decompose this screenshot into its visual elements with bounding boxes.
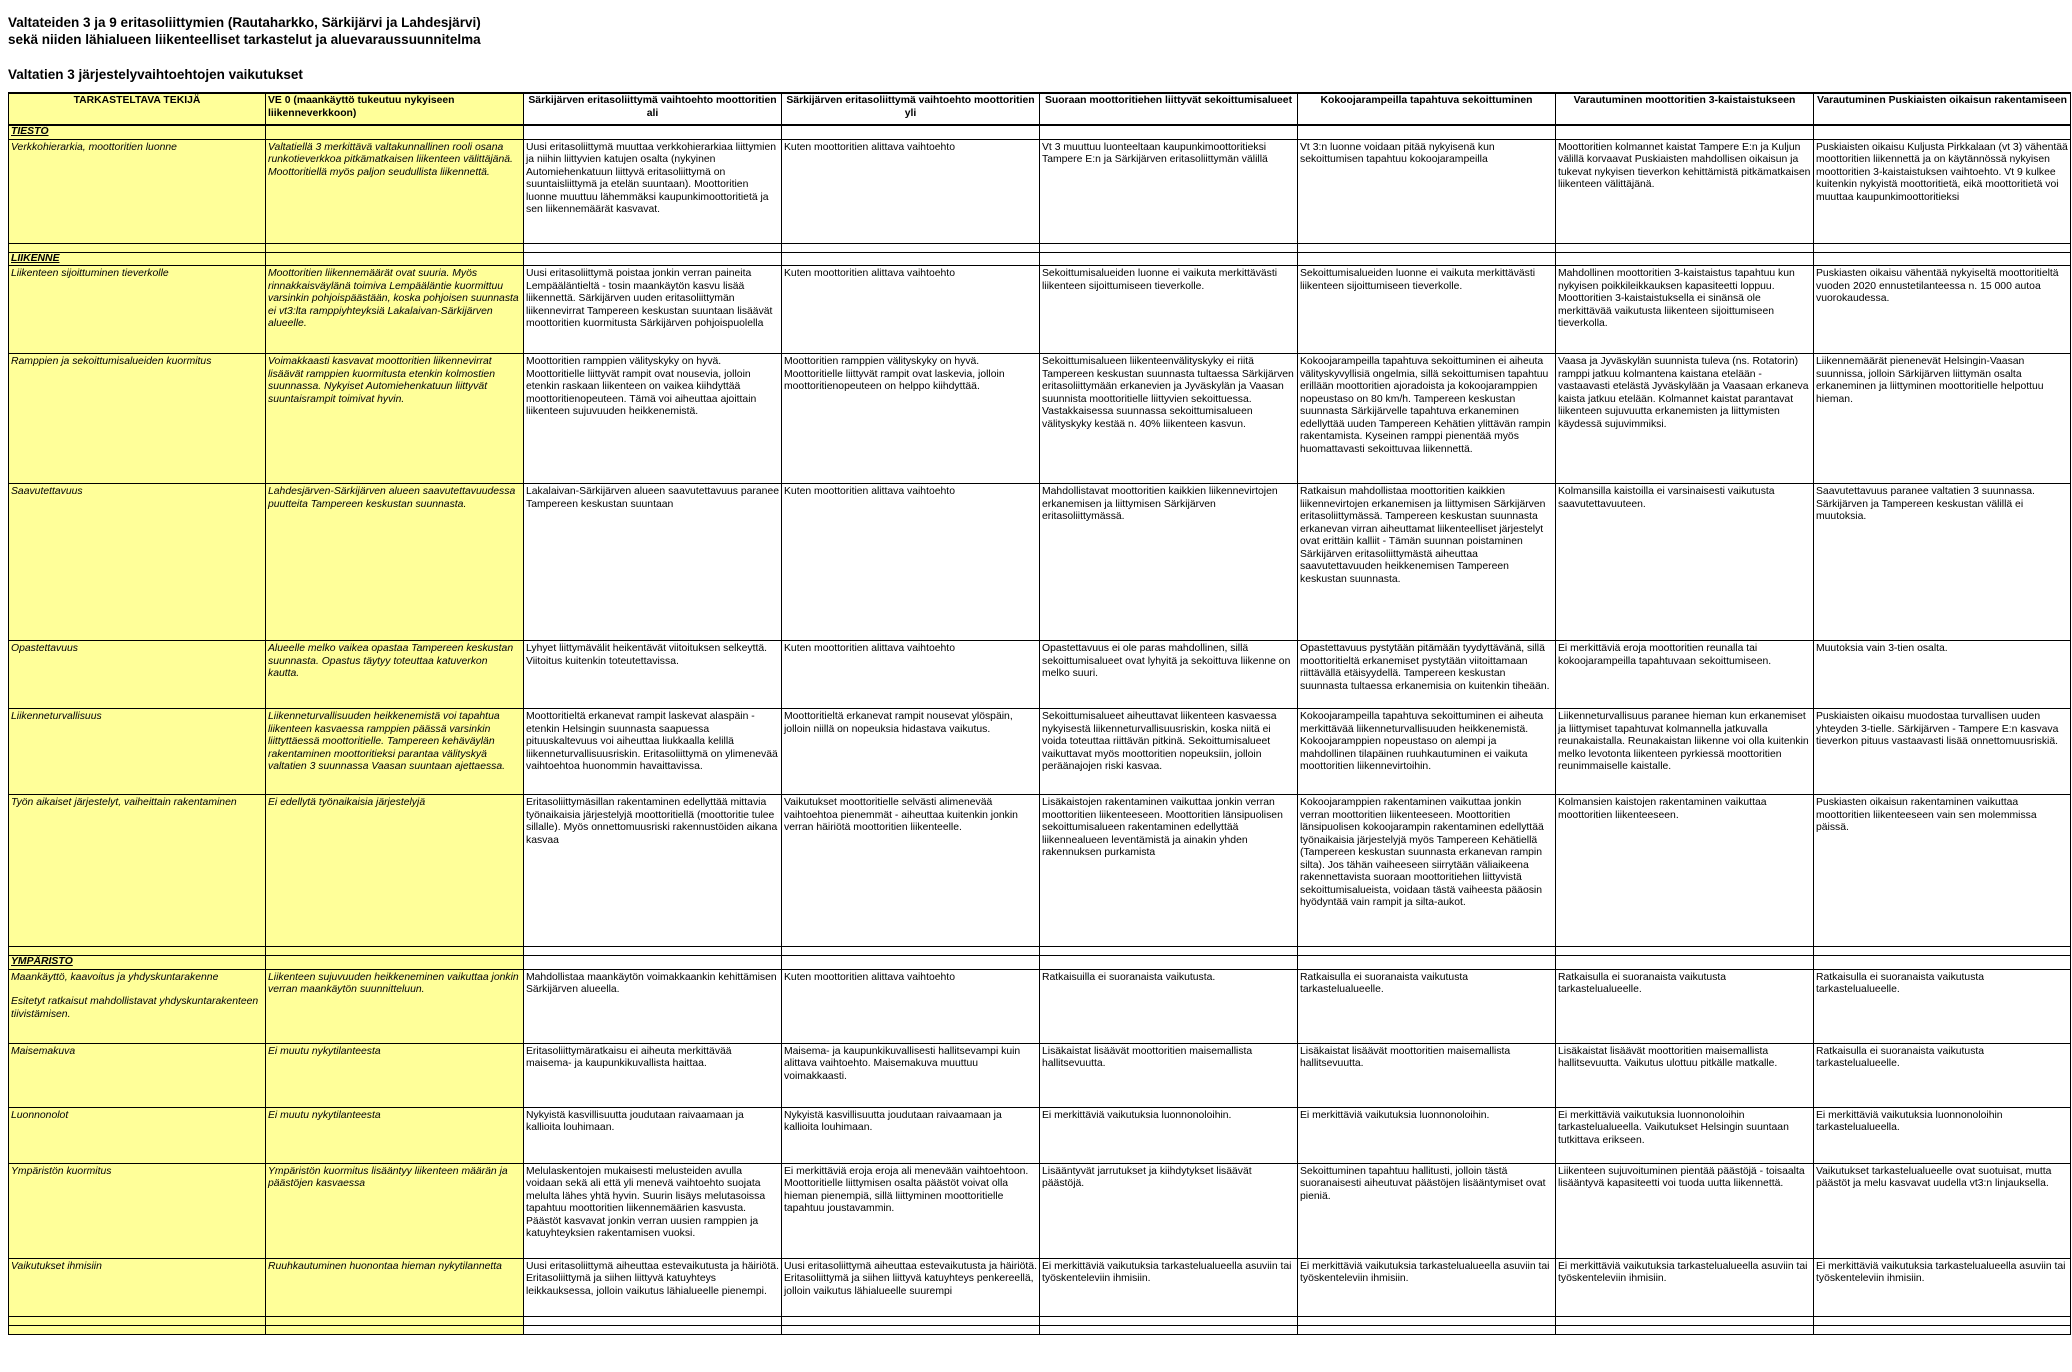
- table-cell: Ei merkittäviä eroja moottoritien reunalla tai kokoojarampeilla tapahtuvaan sekoittumiseen.: [1556, 641, 1814, 709]
- table-row: [9, 266, 2071, 354]
- table-cell: Kuten moottoritien alittava vaihtoehto: [782, 266, 1040, 354]
- table-cell: Voimakkaasti kasvavat moottoritien liikennevirrat lisäävät ramppien kuormitusta etenkin kolmostien suunnassa. Nykyiset Automiehenkatuun liittyvät suuntaisrampit toimivat hyvin.: [266, 354, 524, 484]
- table-row: [9, 354, 2071, 484]
- row-factor: Luonnonolot: [9, 1107, 266, 1163]
- table-row: [9, 1258, 2071, 1316]
- row-factor-note: Esitetyt ratkaisut mahdollistavat yhdyskuntarakenteen tiivistämisen.: [11, 996, 259, 1020]
- table-cell: Lisäkaistat lisäävät moottoritien maisemallista hallitsevuutta. Vaikutus ulottuu pitkälle matkalle.: [1556, 1043, 1814, 1107]
- row-factor: Maankäyttö, kaavoitus ja yhdyskuntarakenne: [11, 971, 219, 983]
- table-row: [9, 641, 2071, 709]
- table-row: [9, 1043, 2071, 1107]
- table-cell: Ympäristön kuormitus lisääntyy liikenteen määrän ja päästöjen kasvaessa: [266, 1163, 524, 1258]
- table-cell: Moottoritieltä erkanevat rampit nousevat ylöspäin, jolloin niillä on nopeuksia hidastava vaikutus.: [782, 709, 1040, 795]
- table-cell: Opastettavuus ei ole paras mahdollinen, sillä sekoittumisalueet ovat lyhyitä ja sekoittuva liikenne on melko suuri.: [1040, 641, 1298, 709]
- document-header: [8, 14, 481, 83]
- table-cell: Kuten moottoritien alittava vaihtoehto: [782, 139, 1040, 243]
- table-cell: Kuten moottoritien alittava vaihtoehto: [782, 484, 1040, 641]
- table-cell: Vt 3:n luonne voidaan pitää nykyisenä kun sekoittumisen tapahtuu kokoojarampeilla: [1298, 139, 1556, 243]
- table-cell: Ei merkittäviä vaikutuksia luonnonoloihin.: [1298, 1107, 1556, 1163]
- table-cell: Ratkaisulla ei suoranaista vaikutusta tarkastelualueelle.: [1298, 969, 1556, 1043]
- table-cell: Vaikutukset tarkastelualueelle ovat suotuisat, mutta päästöt ja melu kasvavat uudella vt3:n linjauksella.: [1814, 1163, 2071, 1258]
- table-cell: Uusi eritasoliittymä aiheuttaa estevaikutusta ja häiriötä. Eritasoliittymä ja siihen liittyvä katuyhteys leikkauksessa, jolloin vaikutus lähialueelle pienempi.: [524, 1258, 782, 1316]
- document-subtitle: Valtatien 3 järjestelyvaihtoehtojen vaikutukset: [8, 67, 303, 82]
- row-factor: Vaikutukset ihmisiin: [9, 1258, 266, 1316]
- table-cell: Lisäkaistojen rakentaminen vaikuttaa jonkin verran moottoritien liikenteeseen. Moottoritien länsipuolisen sekoittumisalueen rakentaminen edellyttää liikennealueen leventämistä ja ainakin yhden rakennuksen purkamista: [1040, 795, 1298, 947]
- table-row: [9, 484, 2071, 641]
- section-label-tiesto: TIESTÖ: [11, 126, 49, 137]
- table-cell: Moottoritien ramppien välityskyky on hyvä. Moottoritielle liittyvät rampit ovat nousevia, jolloin etenkin raskaan liikenteen on vaikea kiihdyttää moottoritienopeuteen. Tämä voi aiheuttaa ajoittain liikenteen sujuvuuden heikkenemistä.: [524, 354, 782, 484]
- table-cell: Liikenteen sujuvoituminen pientää päästöjä - toisaalta lisääntyvä kapasiteetti voi tuoda uutta liikennettä.: [1556, 1163, 1814, 1258]
- table-cell: Liikennemäärät pienenevät Helsingin-Vaasan suunnissa, jolloin Särkijärven liittymän osalta erkaneminen ja liittyminen moottoritielle helpottuu hieman.: [1814, 354, 2071, 484]
- table-cell: Sekoittumisalueet aiheuttavat liikenteen kasvaessa nykyisestä liikenneturvallisuusriskin, koska niitä ei voida toteuttaa riittävän pitkinä. Sekoittumisalueet vaikuttavat myös moottoritien nopeuksiin, jolloin peräänajojen riski kasvaa.: [1040, 709, 1298, 795]
- table-cell: Liikenneturvallisuus paranee hieman kun erkanemiset ja liittymiset tapahtuvat kolmannella jatkuvalla reunakaistalla. Reunakaistan liikenne voi olla kuitenkin melko levotonta liikenteen pyrkiessä moottoritien reunimmaiselle kaistalle.: [1556, 709, 1814, 795]
- row-factor: Ramppien ja sekoittumisalueiden kuormitus: [9, 354, 266, 484]
- row-factor: Työn aikaiset järjestelyt, vaiheittain rakentaminen: [9, 795, 266, 947]
- spacer-row: [9, 1316, 2071, 1325]
- table-cell: Mahdollinen moottoritien 3-kaistaistus tapahtuu kun nykyisen poikkileikkauksen kapasiteetti loppuu. Moottoritien 3-kaistaistuksella ei sinänsä ole merkittävää vaikutusta liikenteen sijoittumiseen tieverkolla.: [1556, 266, 1814, 354]
- table-cell: Uusi eritasoliittymä muuttaa verkkohierarkiaa liittymien ja niihin liittyvien katujen osalta (nykyinen Automiehenkatuun liittyvä eritasoliittymä on suuntaisliittymä ja etelän suuntaan). Moottoritien luonne muuttuu lähemmäksi kaupunkimoottoritietä ja sen liikennemäärät kasvavat.: [524, 139, 782, 243]
- table-row: [9, 709, 2071, 795]
- section-label-ymparisto: YMPÄRISTÖ: [11, 956, 73, 967]
- table-cell: Kokoojaramppien rakentaminen vaikuttaa jonkin verran moottoritien liikenteeseen. Moottoritien länsipuolisen kokoojarampin rakentaminen edellyttää työnaikaisia järjestelyjä myös Tampereen Kehätiellä (Tampereen keskustan suunnasta erkanevan rampin silta). Jos tähän vaiheeseen siirrytään väliaikeena rakennettavista suoraan moottoritiehen liittyvistä sekoittumisalueista, voidaan tästä vaiheesta pääosin hyödyntää vain rampit ja silta-aukot.: [1298, 795, 1556, 947]
- table-cell: Kuten moottoritien alittava vaihtoehto: [782, 969, 1040, 1043]
- table-cell: Moottoritieltä erkanevat rampit laskevat alaspäin - etenkin Helsingin suunnasta saapuessa pituuskaltevuus voi aiheuttaa liukkaalla kelillä liikenneturvallisuusriskin. Eritasoliittymä on ylimenevää vaihtoehtoa huonommin havaittavissa.: [524, 709, 782, 795]
- table-row: [9, 1107, 2071, 1163]
- row-factor: Liikenteen sijoittuminen tieverkolle: [9, 266, 266, 354]
- column-header: Varautuminen moottoritien 3-kaistaistukseen: [1556, 93, 1814, 125]
- table-cell: Melulaskentojen mukaisesti melusteiden avulla voidaan sekä ali että yli menevä vaihtoehto suojata melulta lähes yhtä hyvin. Suurin lisäys melutasoissa tapahtuu moottoritien liikennemäärien kasvusta. Päästöt kasvavat jonkin verran uusien ramppien ja katuyhteyksien rakentamisen vuoksi.: [524, 1163, 782, 1258]
- table-cell: Lisäkaistat lisäävät moottoritien maisemallista hallitsevuutta.: [1040, 1043, 1298, 1107]
- table-cell: Eritasoliittymäsillan rakentaminen edellyttää mittavia työnaikaisia järjestelyjä moottoritiellä (moottoritie tulee sillalle). Myös onnettomuusriski rakennustöiden aikana kasvaa: [524, 795, 782, 947]
- table-cell: Ei merkittäviä vaikutuksia luonnonoloihin tarkastelualueella. Vaikutukset Helsingin suuntaan tutkittava erikseen.: [1556, 1107, 1814, 1163]
- table-cell: Uusi eritasoliittymä aiheuttaa estevaikutusta ja häiriötä. Eritasoliittymä ja siihen liittyvä katuyhteys penkereellä, jolloin vaikutus lähialueelle suurempi: [782, 1258, 1040, 1316]
- column-header: Suoraan moottoritiehen liittyvät sekoittumisalueet: [1040, 93, 1298, 125]
- row-factor: Opastettavuus: [9, 641, 266, 709]
- table-cell: Puskiaisten oikaisu Kuljusta Pirkkalaan (vt 3) vähentää moottoritien liikennettä ja on käytännössä nykyisen moottoritien 3-kaistaistuksen vaihtoehto. Vt 9 kulkee kuitenkin nykyistä moottoritietä, eikä moottoritietä voi muuttaa kaupunkimoottoritieksi: [1814, 139, 2071, 243]
- row-factor: Ympäristön kuormitus: [9, 1163, 266, 1258]
- table-cell: Lakalaivan-Särkijärven alueen saavutettavuus paranee Tampereen keskustan suuntaan: [524, 484, 782, 641]
- table-cell: Liikenneturvallisuuden heikkenemistä voi tapahtua liikenteen kasvaessa ramppien päässä varsinkin liittyttäessä moottoritielle. Tampereen kehäväylän rakentaminen moottoritieksi parantaa välityskyä valtatien 3 suunnassa Vaasan suuntaan ajettaessa.: [266, 709, 524, 795]
- table-cell: Ratkaisulla ei suoranaista vaikutusta tarkastelualueelle.: [1814, 1043, 2071, 1107]
- document-title-line-1: Valtateiden 3 ja 9 eritasoliittymien (Rautaharkko, Särkijärvi ja Lahdesjärvi): [8, 15, 481, 30]
- table-cell: Ratkaisuilla ei suoranaista vaikutusta.: [1040, 969, 1298, 1043]
- table-cell: Ruuhkautuminen huonontaa hieman nykytilannetta: [266, 1258, 524, 1316]
- table-cell: Ei merkittäviä vaikutuksia tarkastelualueella asuviin tai työskenteleviin ihmisiin.: [1040, 1258, 1298, 1316]
- column-header: Varautuminen Puskiaisten oikaisun rakentamiseen: [1814, 93, 2071, 125]
- section-row: [9, 125, 2071, 139]
- table-cell: Ei merkittäviä vaikutuksia luonnonoloihin tarkastelualueella.: [1814, 1107, 2071, 1163]
- table-cell: Lyhyet liittymävälit heikentävät viitoituksen selkeyttä. Viitoitus kuitenkin toteutettavissa.: [524, 641, 782, 709]
- table-cell: Valtatiellä 3 merkittävä valtakunnallinen rooli osana runkotieverkkoa pitkämatkaisen liikenteen välittäjänä. Moottoritiellä myös paljon seudullista liikennettä.: [266, 139, 524, 243]
- table-row: [9, 139, 2071, 243]
- column-header: VE 0 (maankäyttö tukeutuu nykyiseen liikenneverkkoon): [266, 93, 524, 125]
- section-row: [9, 252, 2071, 266]
- spacer-row: [9, 1325, 2071, 1334]
- table-cell: Ratkaisulla ei suoranaista vaikutusta tarkastelualueelle.: [1814, 969, 2071, 1043]
- table-cell: Nykyistä kasvillisuutta joudutaan raivaamaan ja kallioita louhimaan.: [524, 1107, 782, 1163]
- table-cell: Sekoittumisalueen liikenteenvälityskyky ei riitä Tampereen keskustan suunnasta tultaessa Särkijärven eritasoliittymään erkanevien ja Jyväskylän ja Vaasan suunnista moottoritielle liittyvien sekoittuessa. Vastakkaisessa suunnassa sekoittumisalueen välityskyky kestää n. 40% liikenteen kasvun.: [1040, 354, 1298, 484]
- row-factor: Maisemakuva: [9, 1043, 266, 1107]
- table-cell: Liikenteen sujuvuuden heikkeneminen vaikuttaa jonkin verran maankäytön suunnitteluun.: [266, 969, 524, 1043]
- table-cell: Sekoittumisalueiden luonne ei vaikuta merkittävästi liikenteen sijoittumiseen tieverkolle.: [1040, 266, 1298, 354]
- column-header: TARKASTELTAVA TEKIJÄ: [9, 93, 266, 125]
- table-cell: Opastettavuus pystytään pitämään tyydyttävänä, sillä moottoritieltä erkanemiset pystytään viitoittamaan riittävällä etäisyydellä. Tampereen keskustan suunnasta tultaessa erkanemisia on kuitenkin tiheään.: [1298, 641, 1556, 709]
- table-row: [9, 795, 2071, 947]
- row-factor: Verkkohierarkia, moottoritien luonne: [9, 139, 266, 243]
- table-cell: Ratkaisun mahdollistaa moottoritien kaikkien liikennevirtojen erkanemisen ja liittymisen Särkijärven eritasoliittymässä. Tampereen keskustan suunnasta erkanevan virran aiheuttamat liikenteelliset järjestelyt ovat erittäin kalliit - Tämän suunnan poistaminen Särkijärven eritasoliittymästä aiheuttaa saavutettavuuden heikkenemisen Tampereen keskustan suunnasta.: [1298, 484, 1556, 641]
- table-cell: Kuten moottoritien alittava vaihtoehto: [782, 641, 1040, 709]
- table-cell: Moottoritien kolmannet kaistat Tampere E:n ja Kuljun välillä korvaavat Puskiaisten mahdollisen oikaisun ja tukevat nykyisen tieverkon kehittämistä pitkämatkaisen liikenteen välittäjänä.: [1556, 139, 1814, 243]
- table-cell: Ei muutu nykytilanteesta: [266, 1107, 524, 1163]
- row-factor: Saavutettavuus: [9, 484, 266, 641]
- impact-table: [8, 92, 2071, 1335]
- table-cell: Ei merkittäviä vaikutuksia luonnonoloihin.: [1040, 1107, 1298, 1163]
- column-header: Särkijärven eritasoliittymä vaihtoehto moottoritien yli: [782, 93, 1040, 125]
- table-cell: Kolmansien kaistojen rakentaminen vaikuttaa moottoritien liikenteeseen.: [1556, 795, 1814, 947]
- table-cell: Vt 3 muuttuu luonteeltaan kaupunkimoottoritieksi Tampere E:n ja Särkijärven eritasoliittymän välillä: [1040, 139, 1298, 243]
- table-cell: Mahdollistaa maankäytön voimakkaankin kehittämisen Särkijärven alueella.: [524, 969, 782, 1043]
- table-cell: Kokoojarampeilla tapahtuva sekoittuminen ei aiheuta välityskyvyllisiä ongelmia, sillä sekoittumisen tapahtuu erillään moottoritien ajoradoista ja kokoojaramppien nopeustaso on 80 km/h. Tampereen keskustan suunnasta Särkijärvelle tapahtuva erkaneminen edellyttää uuden Tampereen Kehätien ylittävän rampin rakentamista. Kyseinen ramppi pienentää myös huomattavasti sekoittuvaa liikennettä.: [1298, 354, 1556, 484]
- table-cell: Saavutettavuus paranee valtatien 3 suunnassa. Särkijärven ja Tampereen keskustan välillä ei muutoksia.: [1814, 484, 2071, 641]
- table-cell: Eritasoliittymäratkaisu ei aiheuta merkittävää maisema- ja kaupunkikuvallista haittaa.: [524, 1043, 782, 1107]
- table-cell: Moottoritien liikennemäärät ovat suuria. Myös rinnakkaisväylänä toimiva Lempääläntie kuormittuu varsinkin pohjoispäästään, koska pohjoisen suunnasta ei vt3:lta ramppiyhteyksiä Lakalaivan-Särkijärven alueelle.: [266, 266, 524, 354]
- table-header-row: [9, 93, 2071, 125]
- table-cell: Kokoojarampeilla tapahtuva sekoittuminen ei aiheuta merkittävää liikenneturvallisuuden heikkenemistä. Kokoojaramppien nopeustaso on alempi ja mahdollinen tilapäinen ruuhkautuminen ei vaikuta moottoritien liikennevirtoihin.: [1298, 709, 1556, 795]
- table-cell: Ei merkittäviä vaikutuksia tarkastelualueella asuviin tai työskenteleviin ihmisiin.: [1298, 1258, 1556, 1316]
- table-cell: Kolmansilla kaistoilla ei varsinaisesti vaikutusta saavutettavuuteen.: [1556, 484, 1814, 641]
- section-row: [9, 956, 2071, 970]
- table-cell: Vaikutukset moottoritielle selvästi alimenevää vaihtoehtoa pienemmät - aiheuttaa kuitenkin jonkin verran häiriötä moottoritien liikenteelle.: [782, 795, 1040, 947]
- table-cell: Lisäkaistat lisäävät moottoritien maisemallista hallitsevuutta.: [1298, 1043, 1556, 1107]
- table-cell: Ei muutu nykytilanteesta: [266, 1043, 524, 1107]
- row-factor: Liikenneturvallisuus: [9, 709, 266, 795]
- table-cell: Mahdollistavat moottoritien kaikkien liikennevirtojen erkanemisen ja liittymisen Särkijärven eritasoliittymässä.: [1040, 484, 1298, 641]
- column-header: Särkijärven eritasoliittymä vaihtoehto moottoritien ali: [524, 93, 782, 125]
- table-cell: Muutoksia vain 3-tien osalta.: [1814, 641, 2071, 709]
- column-header: Kokoojarampeilla tapahtuva sekoittuminen: [1298, 93, 1556, 125]
- table-cell: Uusi eritasoliittymä poistaa jonkin verran paineita Lempääläntieltä - tosin maankäytön kasvu lisää liikennettä. Särkijärven uuden eritasoliittymän liikennevirrat Tampereen keskustan suuntaan lisäävät moottoritien kuormitusta Särkijärven pohjoispuolella: [524, 266, 782, 354]
- spacer-row: [9, 243, 2071, 252]
- table-cell: Ei merkittäviä vaikutuksia tarkastelualueella asuviin tai työskenteleviin ihmisiin.: [1814, 1258, 2071, 1316]
- table-cell: Ei merkittäviä eroja eroja ali menevään vaihtoehtoon. Moottoritielle liittymisen osalta päästöt voivat olla hieman pienempiä, sillä liittyminen moottoritielle tapahtuu joustavammin.: [782, 1163, 1040, 1258]
- document-title-line-2: sekä niiden lähialueen liikenteelliset tarkastelut ja aluevaraussuunnitelma: [8, 32, 481, 47]
- table-cell: Ei merkittäviä vaikutuksia tarkastelualueella asuviin tai työskenteleviin ihmisiin.: [1556, 1258, 1814, 1316]
- section-label-liikenne: LIIKENNE: [11, 252, 60, 264]
- table-cell: Puskiasten oikaisun rakentaminen vaikuttaa moottoritien liikenteeseen vain sen molemmissa päissä.: [1814, 795, 2071, 947]
- table-cell: Ratkaisulla ei suoranaista vaikutusta tarkastelualueelle.: [1556, 969, 1814, 1043]
- table-cell: Sekoittumisalueiden luonne ei vaikuta merkittävästi liikenteen sijoittumiseen tieverkolle.: [1298, 266, 1556, 354]
- table-cell: Puskiaisten oikaisu muodostaa turvallisen uuden yhteyden 3-tielle. Särkijärven - Tampere E:n kasvava tieverkon pituus vastaavasti lisää onnettomuusriskiä.: [1814, 709, 2071, 795]
- table-cell: Alueelle melko vaikea opastaa Tampereen keskustan suunnasta. Opastus täytyy toteuttaa katuverkon kautta.: [266, 641, 524, 709]
- table-cell: Sekoittuminen tapahtuu hallitusti, jolloin tästä suoranaisesti aiheutuvat päästöjen lisääntymiset ovat pieniä.: [1298, 1163, 1556, 1258]
- table-cell: Moottoritien ramppien välityskyky on hyvä. Moottoritielle liittyvät rampit ovat laskevia, jolloin moottoritienopeuteen on helppo kiihdyttää.: [782, 354, 1040, 484]
- table-row: [9, 1163, 2071, 1258]
- table-cell: Ei edellytä työnaikaisia järjestelyjä: [266, 795, 524, 947]
- spacer-row: [9, 947, 2071, 956]
- table-cell: Lahdesjärven-Särkijärven alueen saavutettavuudessa puutteita Tampereen keskustan suunnasta.: [266, 484, 524, 641]
- table-cell: Puskiasten oikaisu vähentää nykyiseltä moottoritieltä vuoden 2020 ennustetilanteessa n. 15 000 autoa vuorokaudessa.: [1814, 266, 2071, 354]
- table-cell: Nykyistä kasvillisuutta joudutaan raivaamaan ja kallioita louhimaan.: [782, 1107, 1040, 1163]
- table-cell: Lisääntyvät jarrutukset ja kiihdytykset lisäävät päästöjä.: [1040, 1163, 1298, 1258]
- table-cell: Vaasa ja Jyväskylän suunnista tuleva (ns. Rotatorin) ramppi jatkuu kolmantena kaistana etelään - vastaavasti etelästä Jyväskylään ja Vaasaan erkaneva kaista jatkuu etelään. Kolmannet kaistat parantavat liikenteen sujuvuutta erkanemisten ja liittymisten käydessä sujuvimmiksi.: [1556, 354, 1814, 484]
- table-row: [9, 969, 2071, 1043]
- table-cell: Maisema- ja kaupunkikuvallisesti hallitsevampi kuin alittava vaihtoehto. Maisemakuva muuttuu voimakkaasti.: [782, 1043, 1040, 1107]
